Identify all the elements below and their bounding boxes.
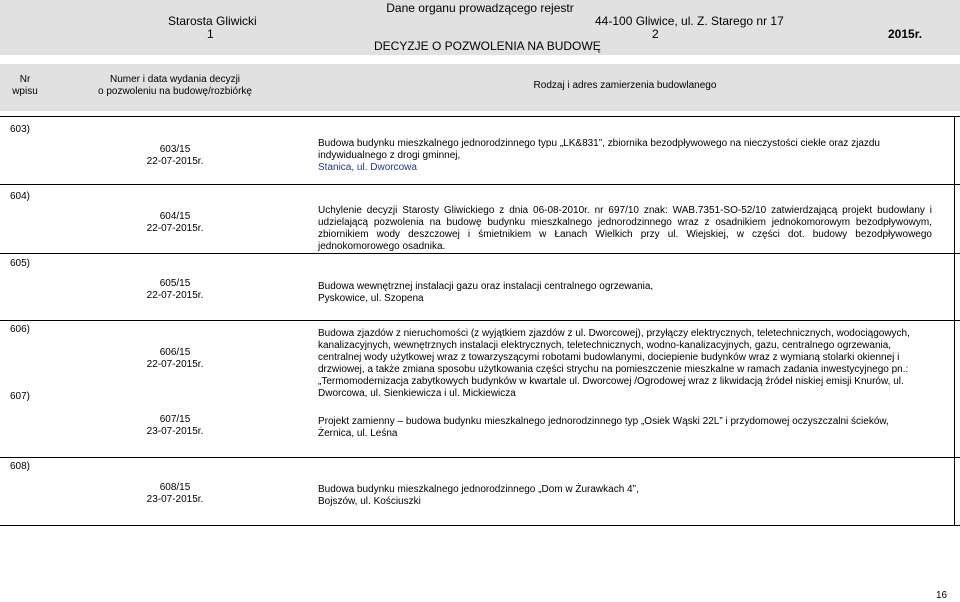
decision-date: 22-07-2015r. [146,156,204,167]
column-nr-line1: Nr [19,74,31,85]
construction-description: Uchylenie decyzji Starosty Gliwickiego z dnia 06-08-2010r. nr 697/10 znak: WAB.7351-SO-52/10 zatwierdzającą projekt budowlany i udzielającą pozwolenia na budowę budynku mieszkalnego jednorodzinnego wraz z osadnikiem jednokomorowym bezodpływowym, zbiornikiem wody deszczowej i śmietnikiem w Łanach Wielkich przy ul. Wiejskiej, w części dot. budowy bezodpływowego jednokomorowego osadnika. [318,205,932,252]
column-decision-line1: Numer i data wydania decyzji [109,74,241,85]
column-type-header: Rodzaj i adres zamierzenia budowlanego [533,80,717,91]
row-divider [0,457,960,458]
row-divider [0,116,960,117]
decision-number: 606/15 [159,347,191,358]
organ-address: 44-100 Gliwice, ul. Z. Starego nr 17 [595,14,784,28]
decision-number: 608/15 [159,482,191,493]
decision-date: 22-07-2015r. [146,359,204,370]
row-divider [0,320,960,321]
entry-number: 603) [10,124,31,135]
decision-date: 23-07-2015r. [146,494,204,505]
column-nr-header [0,74,50,98]
organ-name: Starosta Gliwicki [168,14,257,28]
construction-description: Budowa wewnętrznej instalacji gazu oraz instalacji centralnego ogrzewania, [318,281,654,292]
column-decision-header [60,74,290,98]
row-divider [0,253,960,254]
page-number: 16 [936,590,948,601]
row-divider [0,184,960,185]
decision-date: 23-07-2015r. [146,426,204,437]
decision-date: 22-07-2015r. [146,223,204,234]
construction-address: Pyskowice, ul. Szopena [318,293,424,304]
decision-number: 603/15 [159,144,191,155]
decision-number: 605/15 [159,278,191,289]
section-title: DECYZJE O POZWOLENIA NA BUDOWĘ [374,39,601,53]
column-decision-line2: o pozwoleniu na budowę/rozbiórkę [98,86,252,97]
entry-number: 604) [10,191,31,202]
register-title: Dane organu prowadzącego rejestr [386,1,574,15]
construction-address: Żernica, ul. Leśna [318,428,398,439]
construction-address: Stanica, ul. Dworcowa [318,162,417,173]
construction-description: Budowa zjazdów z nieruchomości (z wyjątkiem zjazdów z ul. Dworcowej), przyłączy elektrycznych, teletechnicznych, wodociągowych, kanalizacyjnych, wewnętrznych instalacji elektrycznych, teletechnicznych, wodno-kanalizacyjnych, gazu, centralnego ogrzewania, centralnej wody użytkowej wraz z towarzyszącymi robotami budowlanymi, dociepienie budynków wraz z wymianą stolarki okiennej i drzwiowej, a także zmiana sposobu użytkowania części strychu na pomieszczenie mieszkalne w ramach zadania inwestycyjnego pn.: „Termomodernizacja zabytkowych budynków w kwartale ul. Dworcowej /Ogrodowej wraz z likwidacją źródeł niskiej emisji Knurów, ul. Dworcowa, ul. Sienkiewicza i ul. Mickiewicza [318,328,910,399]
decision-number: 607/15 [159,414,191,425]
decision-date: 22-07-2015r. [146,290,204,301]
year-label: 2015r. [888,27,923,41]
construction-address: Bojszów, ul. Kościuszki [318,496,421,507]
column-nr-line2: wpisu [12,86,38,97]
decision-number: 604/15 [159,211,191,222]
column-number-1: 1 [207,27,214,41]
construction-description: Budowa budynku mieszkalnego jednorodzinnego „Dom w Żurawkach 4”, [318,484,639,495]
row-divider [0,525,960,526]
right-border [954,116,955,525]
entry-number: 608) [10,461,31,472]
construction-description: Projekt zamienny – budowa budynku mieszkalnego jednorodzinnego typ „Osiek Wąski 22L” i przydomowej oczyszczalni ścieków, [318,416,889,427]
construction-description: Budowa budynku mieszkalnego jednorodzinnego typu „LK&831”, zbiornika bezodpływowego na nieczystości ciekłe oraz zjazdu indywidualnego z drogi gminnej, [318,138,880,161]
column-number-2: 2 [652,27,659,41]
entry-number: 607) [10,391,31,402]
entry-number: 606) [10,324,31,335]
entry-number: 605) [10,258,31,269]
